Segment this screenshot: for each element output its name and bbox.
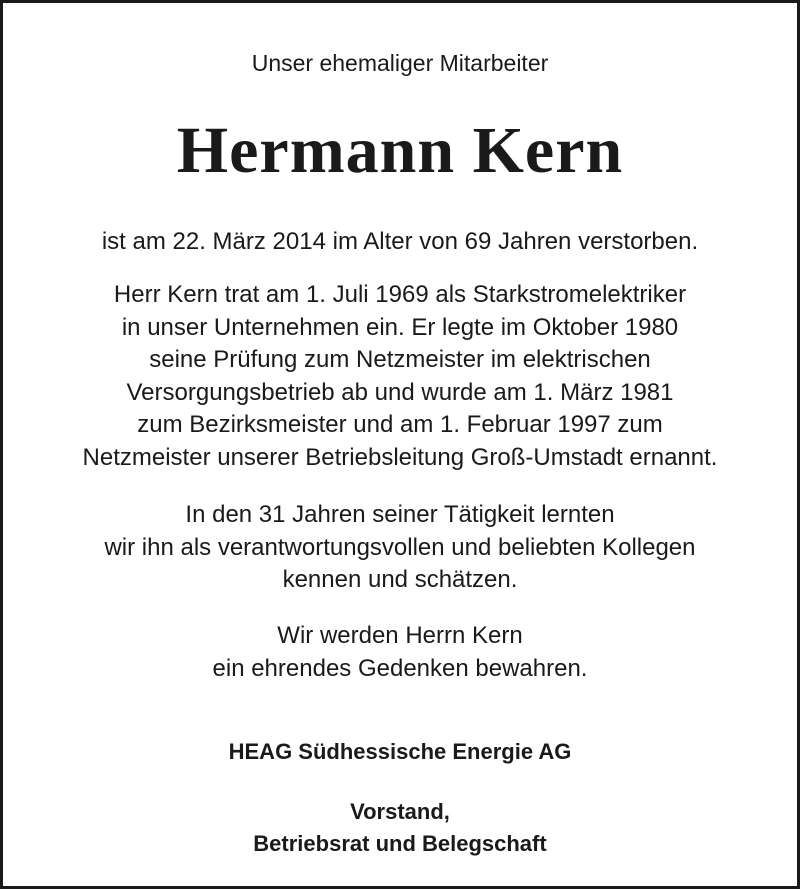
career-line: Versorgungsbetrieb ab und wurde am 1. März 1981 [126,378,674,406]
career-line: seine Prüfung zum Netzmeister im elektrischen [149,346,651,373]
tribute-paragraph [3,499,797,597]
career-line: zum Bezirksmeister und am 1. Februar 1997 zum [137,411,663,438]
signatory-line: Betriebsrat und Belegschaft [253,831,547,856]
tribute-line: wir ihn als verantwortungsvollen und beliebten Kollegen [104,533,696,561]
intro-text: Unser ehemaliger Mitarbeiter [251,50,549,76]
tribute-line: kennen und schätzen. [282,566,518,593]
career-line: in unser Unternehmen ein. Er legte im Oktober 1980 [121,313,679,341]
death-line: ist am 22. März 2014 im Alter von 69 Jahren verstorben. [101,228,699,255]
company-name: HEAG Südhessische Energie AG [228,739,572,764]
memory-paragraph [3,620,797,685]
career-line: Netzmeister unserer Betriebsleitung Groß-Umstadt ernannt. [82,443,718,471]
death-announcement [3,226,797,259]
career-line: Herr Kern trat am 1. Juli 1969 als Starkstromelektriker [113,281,687,308]
memory-line: Wir werden Herrn Kern [277,622,523,649]
tribute-line: In den 31 Jahren seiner Tätigkeit lernten [185,501,615,528]
career-paragraph [3,279,797,474]
memory-line: ein ehrendes Gedenken bewahren. [212,654,588,682]
deceased-name: Hermann Kern [176,114,624,187]
signatories [3,796,797,860]
signatory-line: Vorstand, [350,799,450,824]
